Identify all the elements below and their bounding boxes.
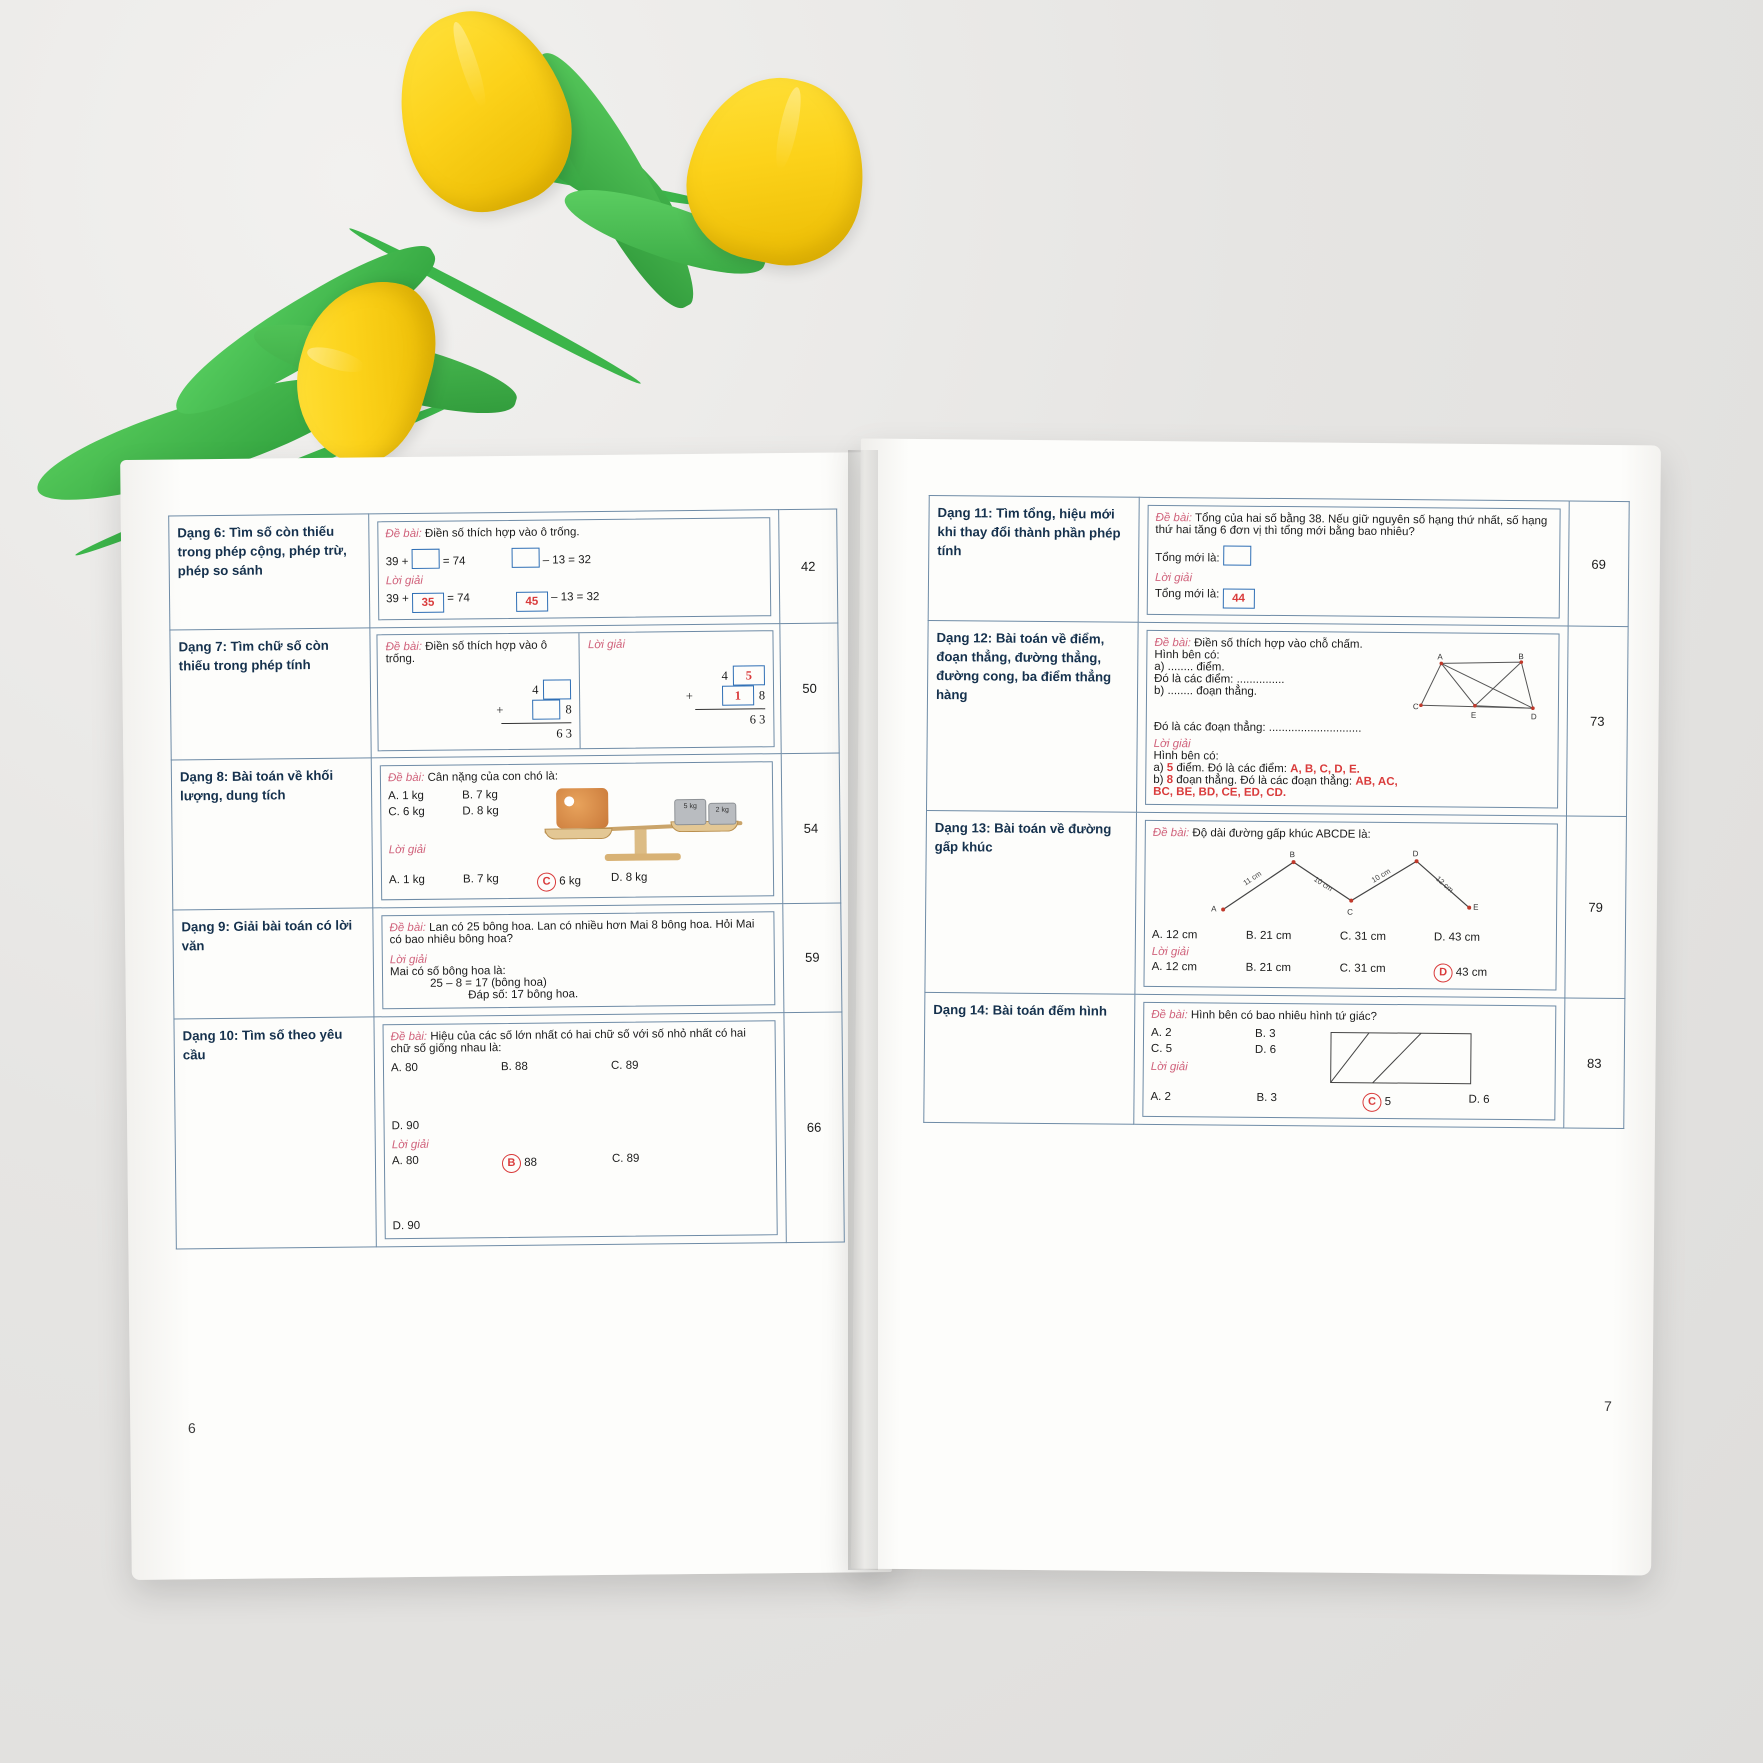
svg-text:D: D [1412, 849, 1418, 859]
de-text: Điền số thích hợp vào ô trống. [424, 526, 580, 540]
question-b2: Đó là các đoạn thẳng: ............................. [1153, 720, 1362, 735]
table-row [174, 1012, 844, 1249]
weight-2kg: 2 kg [708, 802, 736, 824]
loigiai-label: Lời giải [385, 574, 423, 588]
table-row [925, 810, 1627, 998]
answer-option-a: A. 80 [391, 1154, 419, 1168]
dang-11-box [1147, 505, 1561, 619]
answer-option-c: C. 31 cm [1339, 962, 1386, 975]
sol-b-text: đoạn thẳng. Đó là các đoạn thẳng: [1176, 774, 1353, 788]
dang-9-content [373, 903, 784, 1016]
sol-left-tail: = 74 [447, 592, 470, 605]
dang-13-content [1135, 812, 1567, 998]
answer-option-d: D. 8 kg [610, 871, 648, 884]
de-text: Cân nặng của con chó là: [427, 770, 559, 784]
de-label: Đề bài: [1155, 511, 1193, 525]
table-row [169, 509, 838, 630]
dang-14-page: 83 [1564, 998, 1625, 1129]
de-label: Đề bài: [385, 640, 423, 654]
sol-digit: 4 [721, 668, 728, 683]
dang-8-box [380, 761, 774, 900]
de-label: Đề bài: [390, 1030, 428, 1044]
option-c[interactable]: C. 31 cm [1339, 930, 1386, 943]
table-right-page [923, 495, 1629, 1129]
sol-a-text: điểm. Đó là các điểm: [1176, 762, 1288, 776]
de-text: Điền số thích hợp vào ô trống. [385, 639, 548, 666]
answer-option-a: A. 1 kg [388, 873, 425, 887]
de-label: Đề bài: [387, 771, 425, 785]
option-b[interactable]: B. 88 [500, 1060, 528, 1073]
answer-option-b: B. 21 cm [1245, 961, 1292, 975]
de-text: Lan có 25 bông hoa. Lan có nhiều hơn Mai 8 bông hoa. Hỏi Mai có bao nhiêu bông hoa? [389, 918, 755, 947]
option-c[interactable]: C. 5 [1150, 1042, 1173, 1056]
answer-b-text: 88 [524, 1156, 538, 1169]
option-a[interactable]: A. 1 kg [388, 789, 424, 803]
line-intro: Hình bên có: [1154, 648, 1220, 662]
polyline-figure [1201, 843, 1502, 928]
empty-digit-box[interactable] [543, 679, 571, 699]
dang-6-box [377, 517, 771, 620]
answer-option-c: C. 89 [611, 1152, 640, 1165]
prompt-line: Tổng mới là: [1155, 551, 1220, 565]
answer-option-d: D. 6 [1468, 1093, 1490, 1106]
sol-right-tail: – 13 = 32 [551, 591, 600, 604]
filled-answer-box: 35 [412, 593, 444, 613]
dang-8-page: 54 [781, 753, 841, 904]
correct-answer-circle: C [1362, 1093, 1381, 1112]
sol-intro: Hình bên có: [1153, 749, 1219, 763]
answer-c-text: 6 kg [559, 875, 582, 888]
sol-left: 39 + [386, 593, 409, 606]
svg-text:10 cm: 10 cm [1369, 866, 1392, 885]
svg-text:11 cm: 11 cm [1240, 868, 1263, 888]
loigiai-label: Lời giải [1153, 737, 1191, 751]
empty-digit-box-2[interactable] [532, 699, 560, 719]
folio-left: 6 [187, 1419, 196, 1437]
dang-9-box [381, 911, 775, 1009]
dang-9-page: 59 [783, 903, 842, 1013]
svg-text:B: B [1518, 652, 1524, 662]
dang-14-box [1142, 1002, 1556, 1121]
dang-11-page: 69 [1568, 501, 1629, 627]
de-label: Đề bài: [1152, 826, 1190, 840]
loigiai-label: Lời giải [389, 953, 427, 967]
filled-digit-box-2: 1 [722, 685, 754, 705]
dang-12-box [1145, 630, 1560, 809]
dang-12-page: 73 [1566, 626, 1628, 817]
balance-scale-illustration [538, 780, 749, 870]
sum-digit-2: 8 [565, 701, 572, 716]
option-a[interactable]: A. 2 [1151, 1026, 1172, 1040]
tulip-flower-1 [373, 0, 592, 231]
loigiai-label: Lời giải [1154, 571, 1193, 585]
table-left-page [168, 509, 845, 1250]
svg-text:D: D [1530, 712, 1537, 722]
answer-option-c-correct [1362, 1093, 1426, 1113]
dang-12-content [1136, 622, 1568, 816]
empty-answer-box[interactable] [411, 549, 439, 569]
dang-11-title: Dạng 11: Tìm tổng, hiệu mới khi thay đổi thành phần phép tính [928, 495, 1139, 622]
option-c[interactable]: C. 89 [610, 1059, 639, 1072]
de-text: Điền số thích hợp vào chỗ chấm. [1194, 637, 1363, 651]
dang-8-title: Dạng 8: Bài toán về khối lượng, dung tích [171, 758, 373, 910]
dang-7-page: 50 [780, 623, 839, 753]
prompt-left-tail: = 74 [442, 555, 466, 568]
question-a: a) ........ điểm. [1154, 660, 1225, 674]
table-row [924, 992, 1625, 1128]
dang-10-title: Dạng 10: Tìm số theo yêu cầu [174, 1017, 376, 1249]
sol-result: 6 3 [749, 712, 766, 727]
filled-digit-box: 5 [733, 665, 765, 685]
dang-10-content [374, 1012, 786, 1246]
sol-b-count: 8 [1166, 774, 1174, 787]
vertical-sum-solution: 4 5 + 1 8 6 3 [588, 665, 765, 730]
svg-text:10 cm: 10 cm [1311, 874, 1334, 894]
tulip-flower-2 [673, 62, 883, 279]
svg-text:12 cm: 12 cm [1433, 874, 1455, 895]
svg-text:C: C [1412, 702, 1419, 712]
quadrilateral-count-figure [1321, 1024, 1482, 1091]
correct-answer-circle: B [502, 1154, 521, 1173]
dang-10-box [383, 1020, 778, 1239]
points-segments-figure [1401, 651, 1552, 724]
question-a2: Đó là các điểm: ............... [1154, 672, 1285, 687]
answer-option-a: A. 2 [1150, 1090, 1172, 1104]
table-row [928, 495, 1629, 626]
dang-11-content [1138, 497, 1569, 626]
answer-option-a: A. 12 cm [1151, 960, 1198, 974]
sol-line: Tổng mới là: [1154, 587, 1220, 601]
sol-b-list2: BC, BE, BD, CE, ED, CD. [1153, 785, 1287, 800]
question-b: b) ........ đoạn thẳng. [1153, 684, 1258, 698]
option-b[interactable]: B. 3 [1255, 1027, 1276, 1040]
svg-text:A: A [1437, 652, 1443, 662]
answer-option-b: B. 7 kg [462, 872, 499, 886]
empty-answer-box[interactable] [1223, 546, 1251, 566]
weight-5kg: 5 kg [674, 799, 706, 825]
sol-a-list: A, B, C, D, E. [1290, 763, 1360, 776]
loigiai-label: Lời giải [587, 638, 626, 652]
dang-6-page: 42 [779, 509, 838, 624]
scale-post [634, 829, 646, 855]
loigiai-label: Lời giải [388, 843, 426, 857]
option-d[interactable]: D. 6 [1254, 1043, 1277, 1057]
de-label: Đề bài: [1154, 636, 1191, 650]
dang-6-content [369, 510, 780, 628]
correct-answer-circle: D [1434, 963, 1453, 982]
sol-a-count: 5 [1166, 762, 1174, 775]
dang-12-title: Dạng 12: Bài toán về điểm, đoạn thẳng, đường thẳng, đường cong, ba điểm thẳng hàng [927, 620, 1139, 812]
svg-text:B: B [1289, 850, 1295, 860]
answer-option-d-correct [1434, 963, 1498, 983]
vertical-sum-prompt: 4 + 8 6 3 [386, 679, 572, 744]
svg-text:A: A [1210, 904, 1217, 914]
prompt-left: 39 + [385, 556, 409, 569]
sum-result: 6 3 [556, 726, 572, 741]
dang-9-title: Dạng 9: Giải bài toán có lời văn [173, 908, 374, 1019]
sol-line-3: Đáp số: 17 bông hoa. [468, 988, 579, 1002]
option-c[interactable]: C. 6 kg [388, 805, 425, 819]
dang-10-page: 66 [784, 1012, 844, 1243]
sol-a-line: a) 5 điểm. Đó là các điểm: A, B, C, D, E. [1153, 761, 1360, 776]
sol-b-line: b) 8 đoạn thẳng. Đó là các đoạn thẳng: AB, AC, [1153, 773, 1398, 789]
dang-7-title: Dạng 7: Tìm chữ số còn thiếu trong phép tính [170, 628, 371, 760]
answer-option-b: B. 3 [1256, 1091, 1278, 1105]
empty-answer-box-2[interactable] [511, 548, 539, 568]
answer-option-d: D. 90 [392, 1219, 421, 1233]
loigiai-label: Lời giải [1150, 1060, 1188, 1074]
dang-13-title: Dạng 13: Bài toán về đường gấp khúc [925, 810, 1137, 994]
scale-base [605, 853, 681, 861]
svg-text:C: C [1346, 907, 1353, 917]
dang-6-title: Dạng 6: Tìm số còn thiếu trong phép cộng, phép trừ, phép so sánh [169, 514, 370, 630]
de-text: Tổng của hai số bằng 38. Nếu giữ nguyên số hạng thứ nhất, số hạng thứ hai tăng 6 đơn vị thì tổng mới bằng bao nhiêu? [1155, 512, 1548, 539]
option-d[interactable]: D. 90 [391, 1119, 420, 1133]
sum-digit: 4 [532, 682, 539, 697]
book-gutter [848, 450, 878, 1570]
sol-b-list1: AB, AC, [1355, 775, 1398, 789]
filled-answer-box-2: 45 [516, 592, 548, 612]
dog-illustration [556, 788, 608, 829]
dang-7-content [370, 624, 781, 758]
sol-digit-2: 8 [758, 687, 766, 702]
open-book [96, 420, 1676, 1580]
answer-option-b-correct [502, 1153, 566, 1173]
answer-option-c-correct [537, 872, 601, 892]
dang-13-box [1143, 820, 1557, 991]
answer-c-text: 5 [1384, 1095, 1392, 1109]
answer-d-text: 43 cm [1455, 966, 1488, 979]
dang-7-box [376, 630, 774, 751]
de-label: Đề bài: [385, 527, 422, 541]
dang-13-page: 79 [1565, 816, 1627, 999]
dang-14-title: Dạng 14: Bài toán đếm hình [924, 992, 1135, 1124]
table-row [170, 623, 839, 760]
de-label: Đề bài: [1151, 1008, 1188, 1022]
de-label: Đề bài: [389, 921, 427, 935]
option-d[interactable]: D. 43 cm [1433, 931, 1480, 944]
option-a[interactable]: A. 80 [390, 1061, 418, 1075]
prompt-right-tail: – 13 = 32 [542, 554, 592, 567]
de-text: Hình bên có bao nhiêu hình tứ giác? [1190, 1009, 1378, 1023]
dang-8-content [371, 753, 783, 907]
option-b[interactable]: B. 21 cm [1245, 929, 1292, 943]
filled-answer-box: 44 [1222, 589, 1254, 609]
sol-line-2: 25 – 8 = 17 (bông hoa) [430, 976, 547, 990]
folio-right: 7 [1603, 1397, 1612, 1415]
table-row [171, 753, 841, 910]
correct-answer-circle: C [537, 872, 556, 891]
table-row [173, 903, 842, 1019]
svg-text:E: E [1470, 710, 1477, 720]
dang-14-content [1134, 994, 1565, 1128]
svg-text:E: E [1472, 902, 1479, 912]
option-b[interactable]: B. 7 kg [462, 788, 498, 802]
option-a[interactable]: A. 12 cm [1151, 928, 1198, 942]
scale-pan-left [544, 828, 612, 840]
loigiai-label: Lời giải [1151, 945, 1189, 959]
de-text: Độ dài đường gấp khúc ABCDE là: [1192, 827, 1371, 841]
table-row [927, 620, 1629, 816]
loigiai-label: Lời giải [391, 1138, 429, 1152]
de-text: Hiệu của các số lớn nhất có hai chữ số với số nhỏ nhất có hai chữ số giống nhau là: [390, 1027, 746, 1056]
sol-line-1: Mai có số bông hoa là: [389, 964, 506, 979]
option-d[interactable]: D. 8 kg [462, 804, 499, 818]
